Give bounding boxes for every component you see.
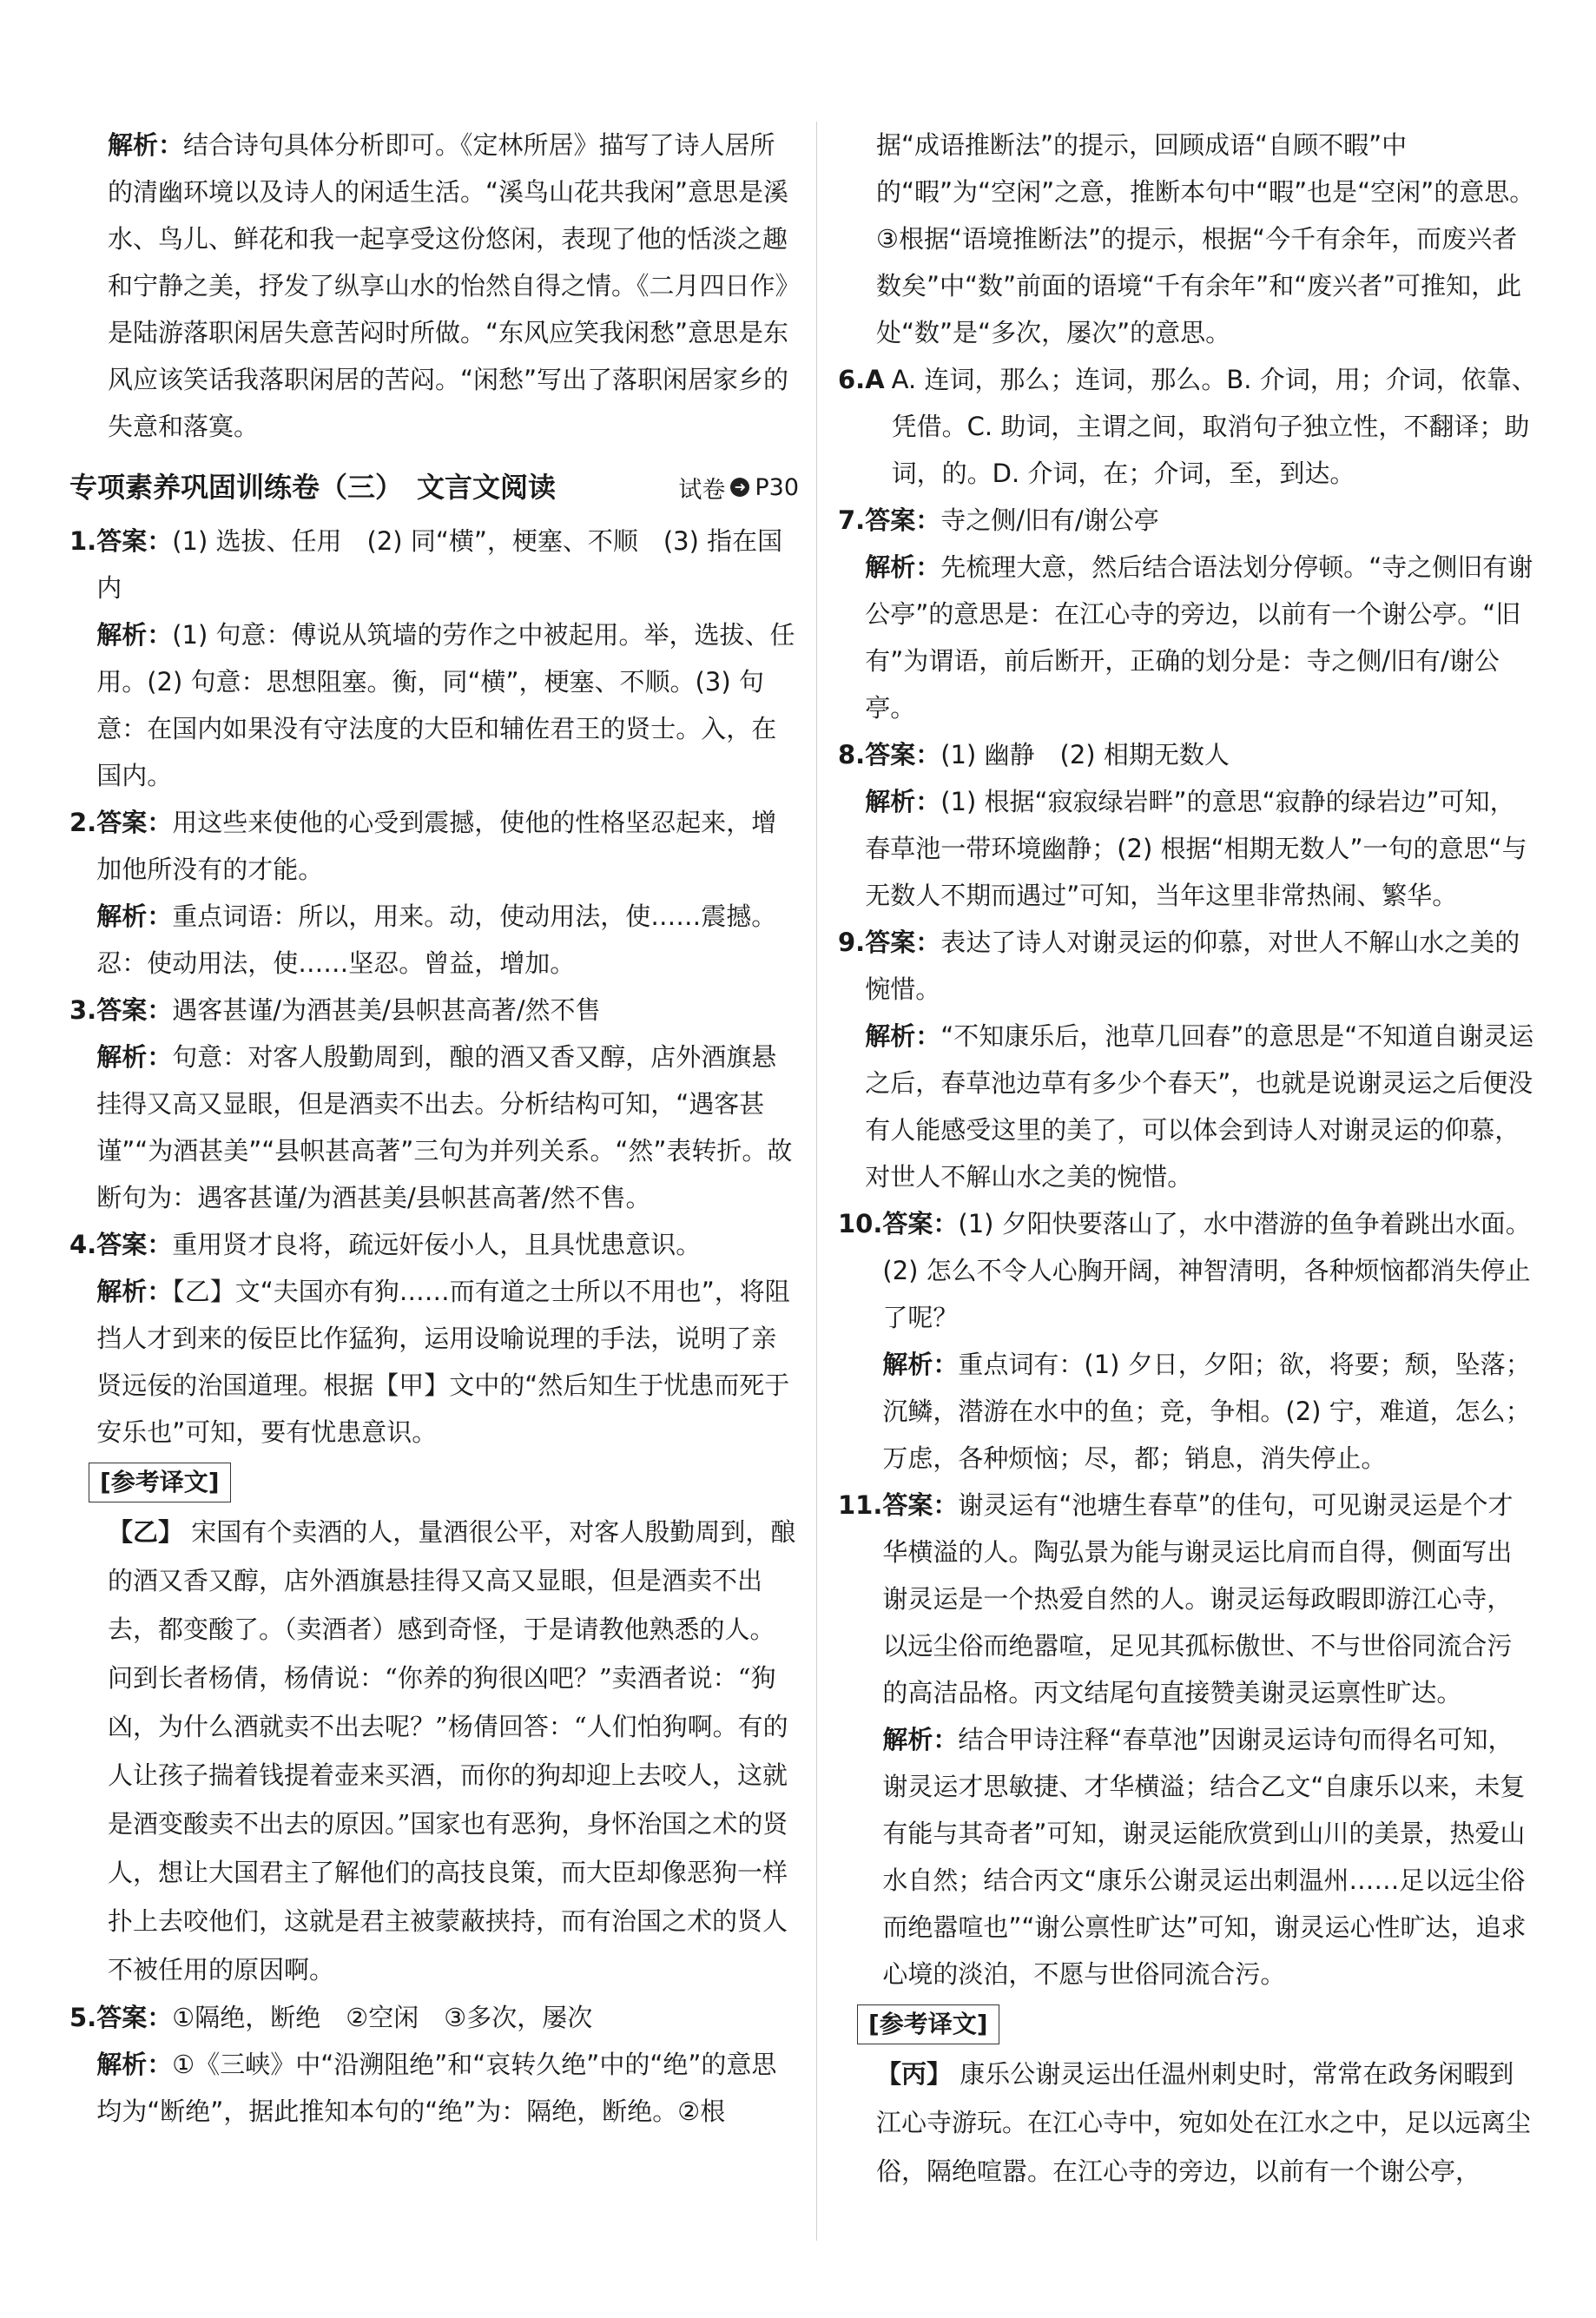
q11-answer: 谢灵运有“池塘生春草”的佳句，可见谢灵运是个才华横溢的人。陶弘景为能与谢灵运比肩而自得，侧面写出谢灵运是一个热爱自然的人。谢灵运每政暇即游江心寺，以远尘俗而绝嚣喧，足见其孤标傲世、不与世俗同流合污的高洁品格。丙文结尾句直接赞美谢灵运禀性旷达。 (882, 1490, 1514, 1707)
column-divider (816, 122, 817, 2241)
question-9: 9. 答案：表达了诗人对谢灵运的仰慕，对世人不解山水之美的惋惜。 解析：“不知康乐后，池草几回春”的意思是“不知道自谢灵运之后，春草池边草有多少个春天”，也就是说谢灵运之后便没有人能感受这里的美了，可以体会到诗人对谢灵运的仰慕，对世人不解山水之美的惋惜。 (838, 928, 1534, 1192)
question-4: 4. 答案：重用贤才良将，疏远奸佞小人，且具忧患意识。 解析：【乙】文“夫国亦有狗……而有道之士所以不用也”，将阻挡人才到来的佞臣比作猛狗，运用设喻说理的手法，说明了亲贤远佞的治国道理。根据【甲】文中的“然后知生于忧患而死于安乐也”可知，要有忧患意识。 (69, 1230, 790, 1447)
q8-answer: (1) 幽静 (2) 相期无数人 (940, 740, 1230, 769)
translation-yi: 【乙】 宋国有个卖酒的人，量酒很公平，对客人殷勤周到，酿的酒又香又醇，店外酒旗悬挂得又高又显眼，但是酒卖不出去，都变酸了。（卖酒者）感到奇怪，于是请教他熟悉的人。问到长者杨倩，杨倩说：“你养的狗很凶吧？”卖酒者说：“狗凶，为什么酒就卖不出去呢？”杨倩回答：“人们怕狗啊。有的人让孩子揣着钱提着壶来买酒，而你的狗却迎上去咬人，这就是酒变酸卖不出去的原因。”国家也有恶狗，身怀治国之术的贤人，想让大国君主了解他们的高技良策，而大臣却像恶狗一样扑上去咬他们，这就是君主被蒙蔽挟持，而有治国之术的贤人不被任用的原因啊。 (108, 1517, 796, 1984)
question-11: 11. 答案：谢灵运有“池塘生春草”的佳句，可见谢灵运是个才华横溢的人。陶弘景为能与谢灵运比肩而自得，侧面写出谢灵运是一个热爱自然的人。谢灵运每政暇即游江心寺，以远尘俗而绝嚣喧，足见其孤标傲世、不与世俗同流合污的高洁品格。丙文结尾句直接赞美谢灵运禀性旷达。 解析：结合甲诗注释“春草池”因谢灵运诗句而得名可知，谢灵运才思敏捷、才华横溢；结合乙文“自康乐以来，未复有能与其奇者”可知，谢灵运能欣赏到山川的美景，热爱山水自然；结合丙文“康乐公谢灵运出刺温州……足以远尘俗而绝嚣喧也”“谢公禀性旷达”可知，谢灵运心性旷达，追求心境的淡泊，不愿与世俗同流合污。 (838, 1490, 1527, 1989)
reference-translation-title: [参考译文] (89, 1463, 231, 1502)
q5-analysis: ①《三峡》中“沿溯阻绝”和“哀转久绝”中的“绝”的意思均为“断绝”，据此推知本句的“绝”为：隔绝，断绝。②根 (96, 2050, 777, 2126)
q3-analysis: 句意：对客人殷勤周到，酿的酒又香又醇，店外酒旗悬挂得又高又显眼，但是酒卖不出去。分析结构可知，“遇客甚谨”“为酒甚美”“县帜甚高著”三句为并列关系。“然”表转折。故断句为：遇客甚谨/为酒甚美/县帜甚高著/然不售。 (96, 1042, 793, 1212)
q3-answer: 遇客甚谨/为酒甚美/县帜甚高著/然不售 (172, 995, 601, 1025)
q8-analysis: (1) 根据“寂寂绿岩畔”的意思“寂静的绿岩边”可知，春草池一带环境幽静；(2) 根据“相期无数人”一句的意思“与无数人不期而遇过”可知，当年这里非常热闹、繁华。 (865, 787, 1527, 910)
q2-analysis: 重点词语：所以，用来。动，使动用法，使……震撼。忍：使动用法，使……坚忍。曾益，增加。 (96, 901, 777, 978)
right-column (838, 122, 1537, 2196)
section-header (69, 462, 799, 512)
q10-answer-1: (1) 夕阳快要落山了，水中潜游的鱼争着跳出水面。 (958, 1209, 1531, 1238)
q5-analysis-continued: 据“成语推断法”的提示，回顾成语“自顾不暇”中的“暇”为“空闲”之意，推断本句中“暇”也是“空闲”的意思。③根据“语境推断法”的提示，根据“今千有余年，而废兴者数矣”中“数”前面的语境“千有余年”和“废兴者”可推知，此处“数”是“多次，屡次”的意思。 (876, 130, 1535, 347)
q1-analysis: (1) 句意：傅说从筑墙的劳作之中被起用。举，选拔、任用。(2) 句意：思想阻塞。衡，同“横”，梗塞、不顺。(3) 句意：在国内如果没有守法度的大臣和辅佐君王的贤士。入，在国内。 (96, 620, 795, 790)
q1-answer: (1) 选拔、任用 (2) 同“横”，梗塞、不顺 (3) 指在国内 (96, 526, 783, 603)
q6-text: A. 连词，那么；连词，那么。B. 介词，用；介词，依靠、凭借。C. 助词，主谓之间，取消句子独立性，不翻译；助词，的。D. 介词，在；介词，至，到达。 (891, 365, 1537, 488)
question-1: 1. 答案：(1) 选拔、任用 (2) 同“横”，梗塞、不顺 (3) 指在国内 解析：(1) 句意：傅说从筑墙的劳作之中被起用。举，选拔、任用。(2) 句意：思想阻塞。衡，同“横”，梗塞、不顺。(3) 句意：在国内如果没有守法度的大臣和辅佐君王的贤士。入，在国内。 (69, 526, 795, 790)
question-5: 5. 答案：①隔绝，断绝 ②空闲 ③多次，屡次 解析：①《三峡》中“沿溯阻绝”和“哀转久绝”中的“绝”的意思均为“断绝”，据此推知本句的“绝”为：隔绝，断绝。②根 (69, 2003, 777, 2126)
question-7: 7. 答案：寺之侧/旧有/谢公亭 解析：先梳理大意，然后结合语法划分停顿。“寺之侧旧有谢公亭”的意思是：在江心寺的旁边，以前有一个谢公亭。“旧有”为谓语，前后断开，正确的划分是：寺之侧/旧有/谢公亭。 (838, 505, 1533, 723)
q9-answer: 表达了诗人对谢灵运的仰慕，对世人不解山水之美的惋惜。 (865, 928, 1520, 1004)
left-column (69, 122, 799, 2135)
q7-analysis: 先梳理大意，然后结合语法划分停顿。“寺之侧旧有谢公亭”的意思是：在江心寺的旁边，以前有一个谢公亭。“旧有”为谓语，前后断开，正确的划分是：寺之侧/旧有/谢公亭。 (865, 552, 1533, 723)
intro-analysis: 解析：结合诗句具体分析即可。《定林所居》描写了诗人居所的清幽环境以及诗人的闲适生活。“溪鸟山花共我闲”意思是溪水、鸟儿、鲜花和我一起享受这份悠闲，表现了他的恬淡之趣和宁静之美，抒发了纵享山水的怡然自得之情。《二月四日作》是陆游落职闲居失意苦闷时所做。“东风应笑我闲愁”意思是东风应该笑话我落职闲居的苦闷。“闲愁”写出了落职闲居家乡的失意和落寞。 (108, 130, 789, 441)
arrow-right-icon: ➜ (730, 478, 749, 497)
translation-bing: 【丙】 康乐公谢灵运出任温州刺史时，常常在政务闲暇到江心寺游玩。在江心寺中，宛如处在江水之中，足以远离尘俗，隔绝喧嚣。在江心寺的旁边，以前有一个谢公亭， (876, 2059, 1532, 2186)
question-10: 10. 答案：(1) 夕阳快要落山了，水中潜游的鱼争着跳出水面。 (2) 怎么不令人心胸开阔，神智清明，各种烦恼都消失停止了呢？ 解析：重点词有：(1) 夕日，夕阳；欲，将要；颓，坠落；沉鳞，潜游在水中的鱼；竞，争相。(2) 宁，难道，怎么；万虑，各种烦恼；尽，都；销息，消失停止。 (838, 1200, 1537, 1482)
q4-answer: 重用贤才良将，疏远奸佞小人，且具忧患意识。 (172, 1230, 702, 1259)
q7-answer: 寺之侧/旧有/谢公亭 (940, 505, 1159, 535)
reference-translation-title-2: [参考译文] (857, 2004, 999, 2044)
q11-analysis: 结合甲诗注释“春草池”因谢灵运诗句而得名可知，谢灵运才思敏捷、才华横溢；结合乙文“自康乐以来，未复有能与其奇者”可知，谢灵运能欣赏到山川的美景，热爱山水自然；结合丙文“康乐公谢灵运出刺温州……足以远尘俗而绝嚣喧也”“谢公禀性旷达”可知，谢灵运心性旷达，追求心境的淡泊，不愿与世俗同流合污。 (882, 1725, 1527, 1989)
q9-analysis: “不知康乐后，池草几回春”的意思是“不知道自谢灵运之后，春草池边草有多少个春天”，也就是说谢灵运之后便没有人能感受这里的美了，可以体会到诗人对谢灵运的仰慕，对世人不解山水之美的惋惜。 (865, 1021, 1534, 1192)
q10-answer-2: (2) 怎么不令人心胸开阔，神智清明，各种烦恼都消失停止了呢？ (882, 1256, 1531, 1332)
question-2: 2. 答案：用这些来使他的心受到震撼，使他的性格坚忍起来，增加他所没有的才能。 解析：重点词语：所以，用来。动，使动用法，使……震撼。忍：使动用法，使……坚忍。曾益，增加。 (69, 808, 777, 978)
q10-analysis: 重点词有：(1) 夕日，夕阳；欲，将要；颓，坠落；沉鳞，潜游在水中的鱼；竞，争相。(2) 宁，难道，怎么；万虑，各种烦恼；尽，都；销息，消失停止。 (882, 1350, 1531, 1473)
question-6: 6.A A. 连词，那么；连词，那么。B. 介词，用；介词，依靠、凭借。C. 助词，主谓之间，取消句子独立性，不翻译；助词，的。D. 介词，在；介词，至，到达。 (838, 356, 1537, 497)
section-page-ref: 试卷 ➜ P30 (678, 473, 799, 504)
q5-answer: ①隔绝，断绝 ②空闲 ③多次，屡次 (172, 2003, 593, 2032)
question-3: 3. 答案：遇客甚谨/为酒甚美/县帜甚高著/然不售 解析：句意：对客人殷勤周到，酿的酒又香又醇，店外酒旗悬挂得又高又显眼，但是酒卖不出去。分析结构可知，“遇客甚谨”“为酒甚美”“县帜甚高著”三句为并列关系。“然”表转折。故断句为：遇客甚谨/为酒甚美/县帜甚高著/然不售。 (69, 995, 793, 1212)
q4-analysis: 【乙】文“夫国亦有狗……而有道之士所以不用也”，将阻挡人才到来的佞臣比作猛狗，运用设喻说理的手法，说明了亲贤远佞的治国道理。根据【甲】文中的“然后知生于忧患而死于安乐也”可知，要有忧患意识。 (96, 1277, 790, 1447)
section-title: 专项素养巩固训练卷（三） 文言文阅读 (69, 471, 557, 504)
q2-answer: 用这些来使他的心受到震撼，使他的性格坚忍起来，增加他所没有的才能。 (96, 808, 777, 884)
question-8: 8. 答案：(1) 幽静 (2) 相期无数人 解析：(1) 根据“寂寂绿岩畔”的意思“寂静的绿岩边”可知，春草池一带环境幽静；(2) 根据“相期无数人”一句的意思“与无数人不期而遇过”可知，当年这里非常热闹、繁华。 (838, 740, 1527, 910)
